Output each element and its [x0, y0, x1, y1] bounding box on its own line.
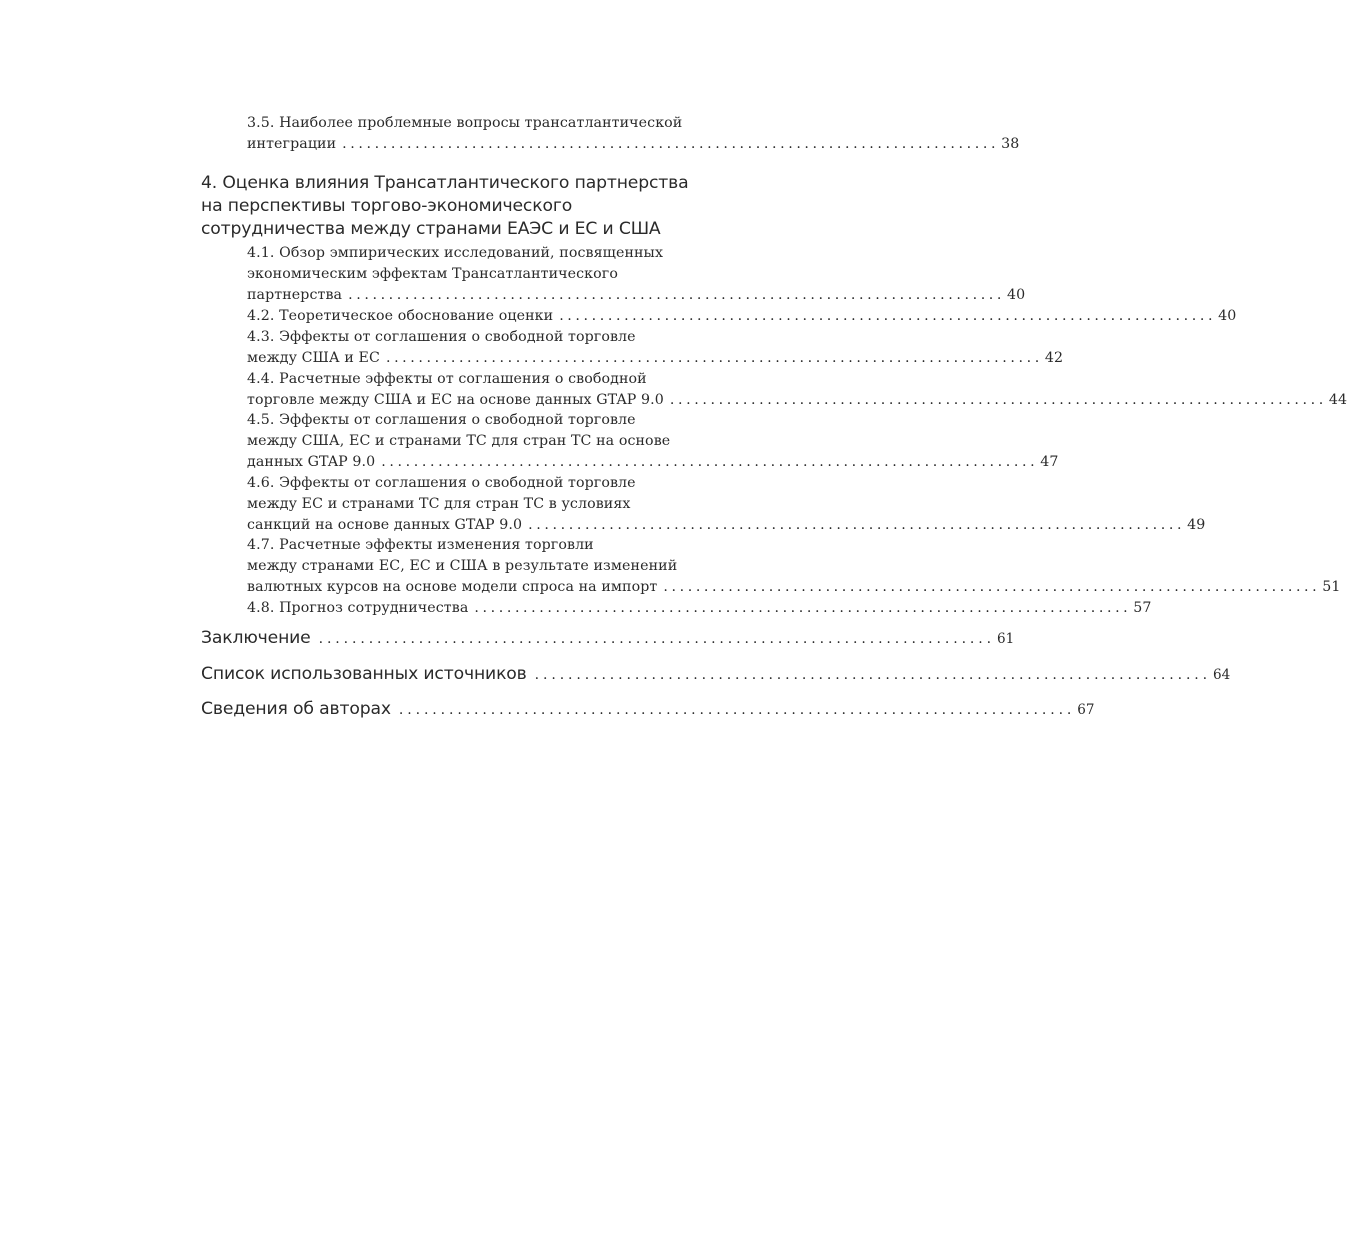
toc-entry-3-5-line1: 3.5. Наиболее проблемные вопросы трансатлантической — [247, 115, 683, 131]
toc-references-label: Список использованных источников — [201, 664, 527, 684]
toc-entry-4-3-line1: 4.3. Эффекты от соглашения о свободной торговле — [247, 329, 636, 345]
toc-entry-4-4-line1: 4.4. Расчетные эффекты от соглашения о свободной — [247, 371, 647, 387]
toc-entry-4-6-line2: между ЕС и странами ТС для стран ТС в условиях — [247, 495, 631, 512]
dot-leader: ................................................................................. — [348, 286, 1006, 303]
toc-entry-4-8-line1: 4.8. Прогноз сотрудничества — [247, 600, 469, 616]
dot-leader: ................................................................................. — [385, 349, 1043, 366]
toc-entry-4-6-page: 49 — [1187, 516, 1206, 533]
toc-entry-4-4-line2: торговле между США и ЕС на основе данных GTAP 9.0 — [247, 391, 664, 408]
toc-entry-3-5-line2: интеграции — [247, 135, 337, 152]
toc-entry-conclusion[interactable] — [201, 628, 1015, 654]
dot-leader: ................................................................................. — [342, 135, 1000, 152]
toc-entry-4-7-line1: 4.7. Расчетные эффекты изменения торговли — [247, 537, 594, 553]
toc-entry-4-5-line1: 4.5. Эффекты от соглашения о свободной торговле — [247, 412, 636, 428]
dot-leader: ................................................................................. — [381, 453, 1039, 470]
toc-entry-4-3-page: 42 — [1044, 349, 1064, 366]
toc-chapter-4-line2: на перспективы торгово-экономического — [201, 196, 573, 217]
dot-leader: ................................................................................. — [559, 308, 1217, 324]
toc-conclusion-page: 61 — [996, 631, 1015, 647]
toc-entry-references[interactable] — [201, 664, 1231, 690]
toc-entry-4-2[interactable] — [247, 306, 1237, 327]
toc-chapter-4-line3: сотрудничества между странами ЕАЭС и ЕС и США — [201, 219, 661, 240]
toc-entry-4-6-line1: 4.6. Эффекты от соглашения о свободной торговле — [247, 475, 636, 491]
toc-entry-4-7[interactable] — [247, 535, 1341, 597]
dot-leader: ................................................................................. — [528, 516, 1186, 533]
toc-entry-4-1-line3: партнерства — [247, 286, 343, 303]
toc-entry-3-5-page: 38 — [1001, 135, 1020, 152]
toc-entry-4-1-line2: экономическим эффектам Трансатлантического — [247, 265, 618, 282]
toc-entry-4-5-line2: между США, ЕС и странами ТС для стран ТС на основе — [247, 432, 671, 449]
toc-entry-4-6-line3: санкций на основе данных GTAP 9.0 — [247, 516, 523, 533]
toc-entry-4-1-page: 40 — [1007, 286, 1026, 303]
dot-leader: ................................................................................. — [398, 702, 1076, 718]
toc-entry-4-4[interactable] — [247, 369, 1347, 411]
toc-entry-4-7-line3: валютных курсов на основе модели спроса на импорт — [247, 578, 658, 595]
toc-chapter-4[interactable] — [201, 172, 761, 242]
toc-chapter-4-line1: 4. Оценка влияния Трансатлантического партнерства — [201, 173, 689, 193]
toc-entry-4-7-page: 51 — [1322, 578, 1341, 595]
toc-entry-4-5-line3: данных GTAP 9.0 — [247, 453, 376, 470]
toc-entry-4-7-line2: между странами ЕС, ЕС и США в результате изменений — [247, 557, 678, 574]
dot-leader: ................................................................................. — [318, 631, 995, 647]
toc-entry-4-5[interactable] — [247, 410, 1059, 472]
toc-entry-4-1[interactable] — [247, 243, 1026, 305]
dot-leader: ................................................................................. — [663, 578, 1321, 595]
toc-entry-4-3[interactable] — [247, 327, 1064, 369]
toc-conclusion-label: Заключение — [201, 628, 311, 648]
dot-leader: ................................................................................. — [474, 600, 1132, 616]
toc-entry-3-5[interactable] — [247, 113, 1020, 155]
toc-authors-page: 67 — [1077, 702, 1095, 718]
dot-leader: ................................................................................. — [534, 667, 1212, 683]
toc-entry-4-2-line1: 4.2. Теоретическое обоснование оценки — [247, 308, 554, 324]
toc-entry-4-8[interactable] — [247, 598, 1152, 619]
toc-entry-4-4-page: 44 — [1328, 391, 1347, 408]
toc-entry-4-3-line2: между США и ЕС — [247, 349, 380, 366]
toc-entry-4-6[interactable] — [247, 473, 1206, 535]
toc-authors-label: Сведения об авторах — [201, 699, 391, 719]
toc-entry-4-1-line1: 4.1. Обзор эмпирических исследований, посвященных — [247, 245, 664, 261]
toc-entry-4-2-page: 40 — [1218, 308, 1237, 324]
toc-entry-4-5-page: 47 — [1040, 453, 1059, 470]
toc-references-page: 64 — [1213, 667, 1231, 683]
toc-entry-4-8-page: 57 — [1133, 600, 1152, 616]
dot-leader: ................................................................................. — [669, 391, 1327, 408]
toc-entry-authors[interactable] — [201, 699, 1095, 725]
